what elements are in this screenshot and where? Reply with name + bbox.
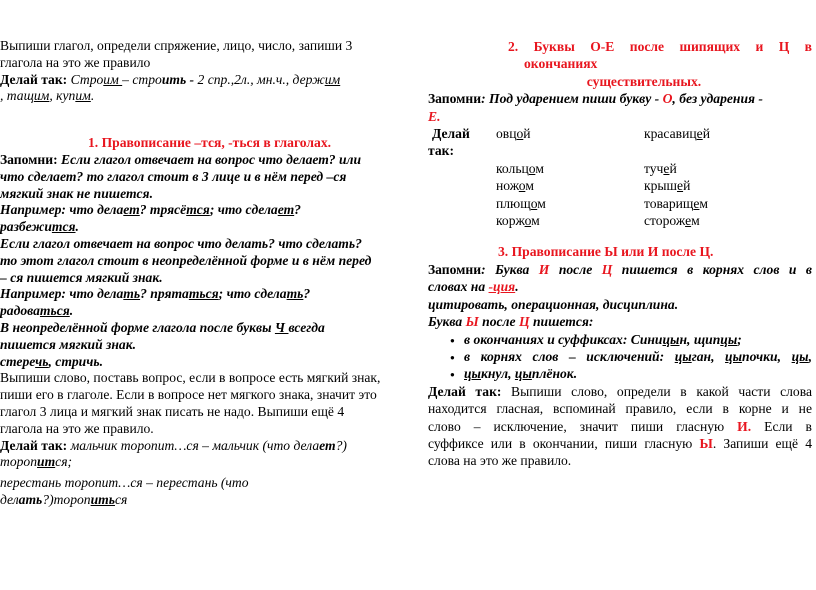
list-item-cont: ● цыкнул, цыплёнок. [464, 365, 812, 382]
do-label: Делай так: [0, 71, 68, 87]
example-word: тучей [644, 160, 677, 176]
rule-2: Если глагол отвечает на вопрос что делать? что сделать? [0, 235, 362, 251]
do2-example-cont: торопится; [0, 454, 73, 470]
rule-ы: Буква Ы после Ц пишется: [428, 314, 594, 330]
table-row [428, 212, 710, 229]
spacer-cell [428, 177, 496, 194]
section2-title: существительных. [586, 73, 702, 89]
remember-3-cont: словах на -ция. [428, 279, 519, 295]
remember-2: Запомни: Под ударением пиши букву - О, без ударения - [428, 91, 763, 107]
task-text: глагола на это же правило. [0, 420, 154, 436]
left-column [0, 38, 392, 509]
remember-rule: что сделает? то глагол стоит в 3 лице и в нём перед –ся [0, 168, 347, 184]
do2-example-cont: перестань торопит…ся – перестань (что [0, 475, 249, 491]
task-text: глагол 3 лица и мягкий знак писать не надо. Выпиши ещё 4 [0, 403, 345, 419]
section2-title: 2. Буквы О-Е после шипящих и Ц в [508, 39, 812, 54]
example-word: сторожем [644, 213, 700, 229]
section1-title: 1. Правописание –тся, -ться в глаголах. [88, 135, 332, 151]
rule-2: – ся пишется мягкий знак. [0, 269, 163, 285]
rule-3: пишется мягкий знак. [0, 336, 136, 352]
example-word: красавицей [644, 126, 710, 142]
example-1: Например: что делает? трясётся; что сделает? [0, 202, 301, 218]
do3-text: суффиксе или в окончании, пиши гласную Ы. Запиши ещё 4 [428, 435, 812, 451]
spacer [0, 105, 392, 135]
intro-line: глагола на это же правило [0, 54, 151, 70]
table-row [428, 125, 710, 160]
example-word: ножом [496, 178, 534, 194]
example-word: плющом [496, 195, 546, 211]
table-row [428, 160, 710, 177]
do-example [0, 72, 392, 89]
section3-title: 3. Правописание Ы или И после Ц. [498, 244, 714, 260]
do-label: Делай так: [428, 126, 470, 159]
right-column [428, 38, 812, 470]
intro-line: Выпиши глагол, определи спряжение, лицо, число, запиши 3 [0, 38, 353, 53]
spacer [428, 229, 812, 243]
remember-2-cont: Е. [428, 108, 441, 124]
rule-2: то этот глагол стоит в неопределённой форме и в нём перед [0, 252, 372, 268]
example-word: овцой [496, 126, 531, 142]
examples-table [428, 125, 710, 229]
list-item: ● в корнях слов – исключений: цыган, цыпочки, цы, [464, 348, 812, 365]
example-word: кольцом [496, 160, 544, 176]
task-text: Выпиши слово, поставь вопрос, если в вопросе есть мягкий знак, [0, 370, 381, 386]
spacer-cell [428, 212, 496, 229]
remember-rule: Запомни: Если глагол отвечает на вопрос что делает? или [0, 151, 362, 167]
do3-text: слово – исключение, значит пиши гласную И. Если в [428, 418, 812, 434]
rule-3: В неопределённой форме глагола после буквы Ч всегда [0, 319, 325, 335]
rule-list [428, 331, 812, 383]
remember-rule: мягкий знак не пишется. [0, 185, 153, 201]
do-example-cont: , тащим, купим. [0, 88, 95, 104]
example-word: крышей [644, 178, 691, 194]
do3-text: слова на это же правило. [428, 453, 572, 469]
do2-example-cont: делать?)торопиться [0, 491, 128, 507]
spacer-cell [428, 160, 496, 177]
list-item: ● в окончаниях и суффиксах: Синицын, щипцы; [464, 331, 812, 348]
do2-example: Делай так: мальчик торопит…ся – мальчик (что делает?) [0, 437, 347, 453]
table-row [428, 177, 710, 194]
section2-title: окончаниях [524, 56, 598, 72]
remember-3: Запомни: Буква И после Ц пишется в корнях слов и в [428, 261, 813, 277]
do3-text: Делай так: Выпиши слово, определи в какой части слова [428, 383, 812, 399]
examples-3: цитировать, операционная, дисциплина. [428, 296, 679, 312]
example-2: Например: что делать? прятаться; что сделать? [0, 286, 311, 302]
do-label-cell [428, 125, 496, 160]
do-text: Строим – строить - 2 спр.,2л., мн.ч., держим [70, 71, 341, 87]
rule-3-example: стеречь, стричь. [0, 353, 103, 369]
do3-text: находится гласная, вспоминай правило, если в корне и не [428, 401, 812, 417]
table-row [428, 195, 710, 212]
spacer-cell [428, 195, 496, 212]
task-text: пиши его в глаголе. Если в вопросе нет мягкого знака, значит это [0, 387, 377, 403]
example-word: товарищем [644, 195, 709, 211]
example-2-cont: радоваться. [0, 303, 74, 319]
example-1-cont: разбежится. [0, 219, 79, 235]
example-word: коржом [496, 213, 540, 229]
